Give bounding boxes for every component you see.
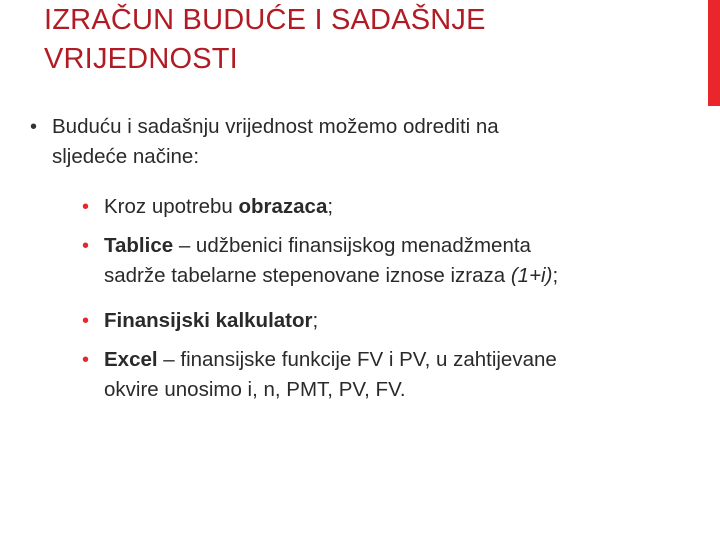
title-line-1: IZRAČUN BUDUĆE I SADAŠNJE xyxy=(44,4,486,37)
sub-bullet-dot-icon: • xyxy=(82,235,90,257)
bullet-item-main xyxy=(30,112,499,172)
bullet-dot-icon: • xyxy=(30,116,38,138)
excel-line-1-rest: – finansijske funkcije FV i PV, u zahtijevane xyxy=(157,348,557,371)
sub-bullet-formulas xyxy=(82,192,333,222)
sub-bullet-text-calculator xyxy=(104,306,318,336)
excel-bold: Excel xyxy=(104,348,158,371)
sub-bullet-text-excel xyxy=(104,345,557,405)
formulas-prefix: Kroz upotrebu xyxy=(104,195,239,218)
formulas-suffix: ; xyxy=(327,195,334,218)
bullet-main-line-2: sljedeće načine: xyxy=(52,145,200,168)
bullet-text-main xyxy=(52,112,499,172)
formulas-bold: obrazaca xyxy=(238,195,328,218)
excel-line-2: okvire unosimo i, n, PMT, PV, FV. xyxy=(104,378,406,401)
tables-bold: Tablice xyxy=(104,234,174,257)
sub-bullet-dot-icon: • xyxy=(82,196,90,218)
sub-bullet-dot-icon: • xyxy=(82,349,90,371)
tables-line-2-pre: sadrže tabelarne stepenovane iznose izraza xyxy=(104,264,511,287)
sub-bullet-text-tables xyxy=(104,231,558,291)
bullet-main-line-1: Buduću i sadašnju vrijednost možemo odrediti na xyxy=(52,115,499,138)
sub-bullet-excel xyxy=(82,345,557,405)
sub-bullet-dot-icon: • xyxy=(82,310,90,332)
accent-bar xyxy=(708,0,720,106)
title-line-2: VRIJEDNOSTI xyxy=(44,43,238,76)
tables-line-2-post: ; xyxy=(552,264,559,287)
sub-bullet-tables xyxy=(82,231,558,291)
sub-bullet-text-formulas xyxy=(104,192,333,222)
tables-line-1-rest: – udžbenici finansijskog menadžmenta xyxy=(173,234,531,257)
sub-bullet-calculator xyxy=(82,306,318,336)
calculator-bold: Finansijski kalkulator xyxy=(104,309,313,332)
tables-line-2-italic: (1+i) xyxy=(510,264,553,287)
slide-title xyxy=(44,1,684,79)
calculator-suffix: ; xyxy=(312,309,319,332)
